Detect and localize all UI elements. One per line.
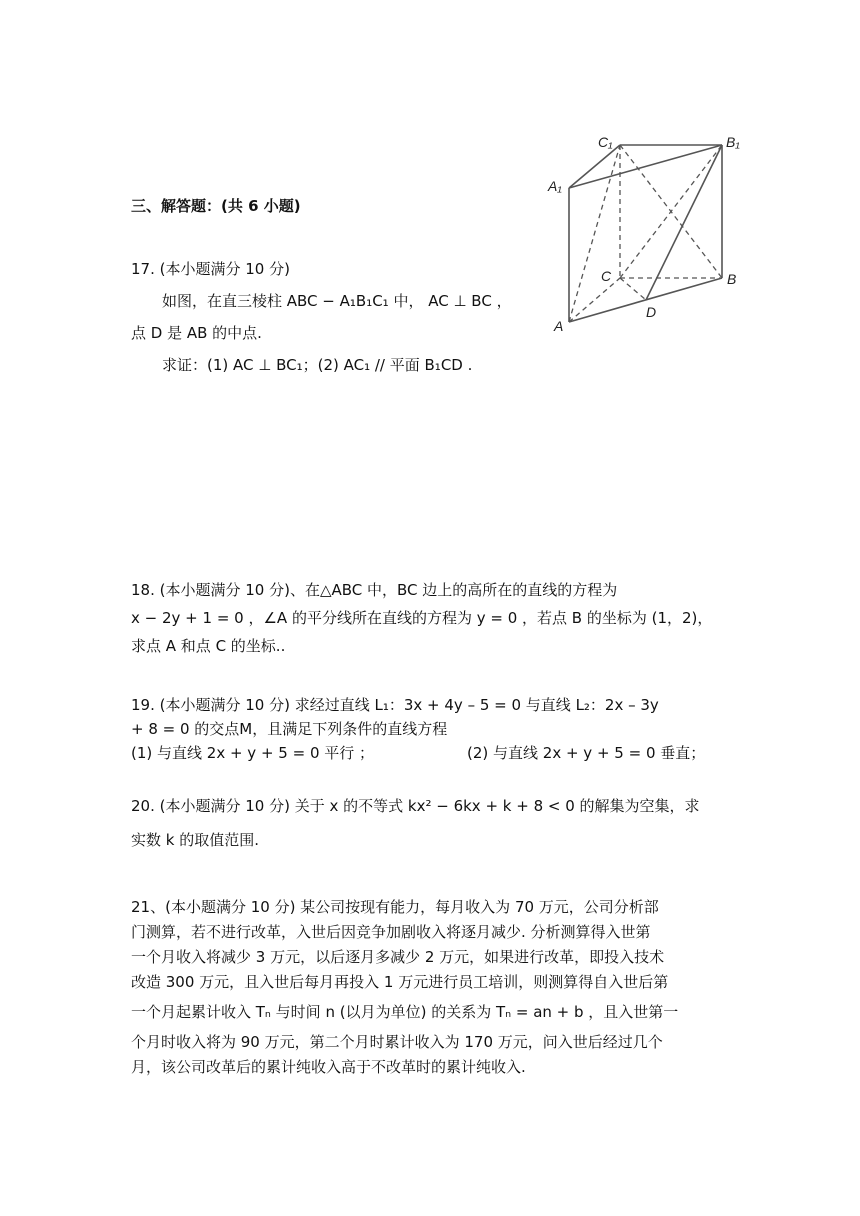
q20-line2: 实数 k 的取值范围.	[131, 831, 259, 849]
q17-header: 17. (本小题满分 10 分)	[131, 260, 290, 278]
prism-figure	[540, 125, 750, 340]
q21-line1: 21、(本小题满分 10 分) 某公司按现有能力，每月收入为 70 万元，公司分析部	[131, 898, 659, 916]
q21-line5: 一个月起累计收入 Tₙ 与时间 n (以月为单位) 的关系为 Tₙ = an + b ，且入世第一	[131, 1003, 679, 1021]
label-b1: B₁	[726, 134, 740, 150]
q17-line1: 如图，在直三棱柱 ABC − A₁B₁C₁ 中， AC ⊥ BC ，	[162, 292, 512, 310]
label-c1: C₁	[598, 134, 613, 150]
q18-line2: x − 2y + 1 = 0 ，∠A 的平分线所在直线的方程为 y = 0 ，若点 B 的坐标为 (1，2)，	[131, 609, 713, 627]
q19-line3a: (1) 与直线 2x + y + 5 = 0 平行 ；	[131, 744, 375, 762]
edge-cd	[620, 278, 646, 300]
q21-line4: 改造 300 万元，且入世后每月再投入 1 万元进行员工培训，则测算得自入世后第	[131, 973, 669, 991]
edge-cb1	[620, 145, 722, 278]
q21-line7: 月，该公司改革后的累计纯收入高于不改革时的累计纯收入.	[131, 1058, 526, 1076]
q18-line3: 求点 A 和点 C 的坐标..	[131, 637, 286, 655]
section-title: 三、解答题：(共 6 小题)	[131, 197, 301, 215]
label-d: D	[646, 304, 657, 320]
q21-line6: 个月时收入将为 90 万元，第二个月时累计收入为 170 万元，问入世后经过几个	[131, 1033, 663, 1051]
q18-line1: 18. (本小题满分 10 分)、在△ABC 中，BC 边上的高所在的直线的方程为	[131, 581, 618, 599]
q19-line3b: (2) 与直线 2x + y + 5 = 0 垂直；	[467, 744, 706, 762]
q21-line2: 门测算，若不进行改革，入世后因竞争加剧收入将逐月减少. 分析测算得入世第	[131, 923, 651, 941]
q17-line2: 点 D 是 AB 的中点.	[131, 324, 262, 342]
q19-line2: + 8 = 0 的交点M，且满足下列条件的直线方程	[131, 720, 448, 738]
label-c: C	[601, 268, 612, 284]
label-a: A	[554, 318, 564, 334]
label-b: B	[727, 271, 737, 287]
q21-line3: 一个月收入将减少 3 万元，以后逐月多减少 2 万元，如果进行改革，即投入技术	[131, 948, 665, 966]
label-a1: A₁	[548, 178, 562, 194]
edge-b1d	[646, 145, 722, 300]
q17-line3: 求证：(1) AC ⊥ BC₁；(2) AC₁ // 平面 B₁CD .	[162, 356, 473, 374]
q19-line1: 19. (本小题满分 10 分) 求经过直线 L₁：3x + 4y – 5 = 0 与直线 L₂：2x – 3y	[131, 696, 659, 714]
edge-ac1	[569, 145, 620, 322]
q20-line1: 20. (本小题满分 10 分) 关于 x 的不等式 kx² − 6kx + k + 8 < 0 的解集为空集，求	[131, 797, 700, 815]
edge-a1b1	[569, 145, 722, 188]
